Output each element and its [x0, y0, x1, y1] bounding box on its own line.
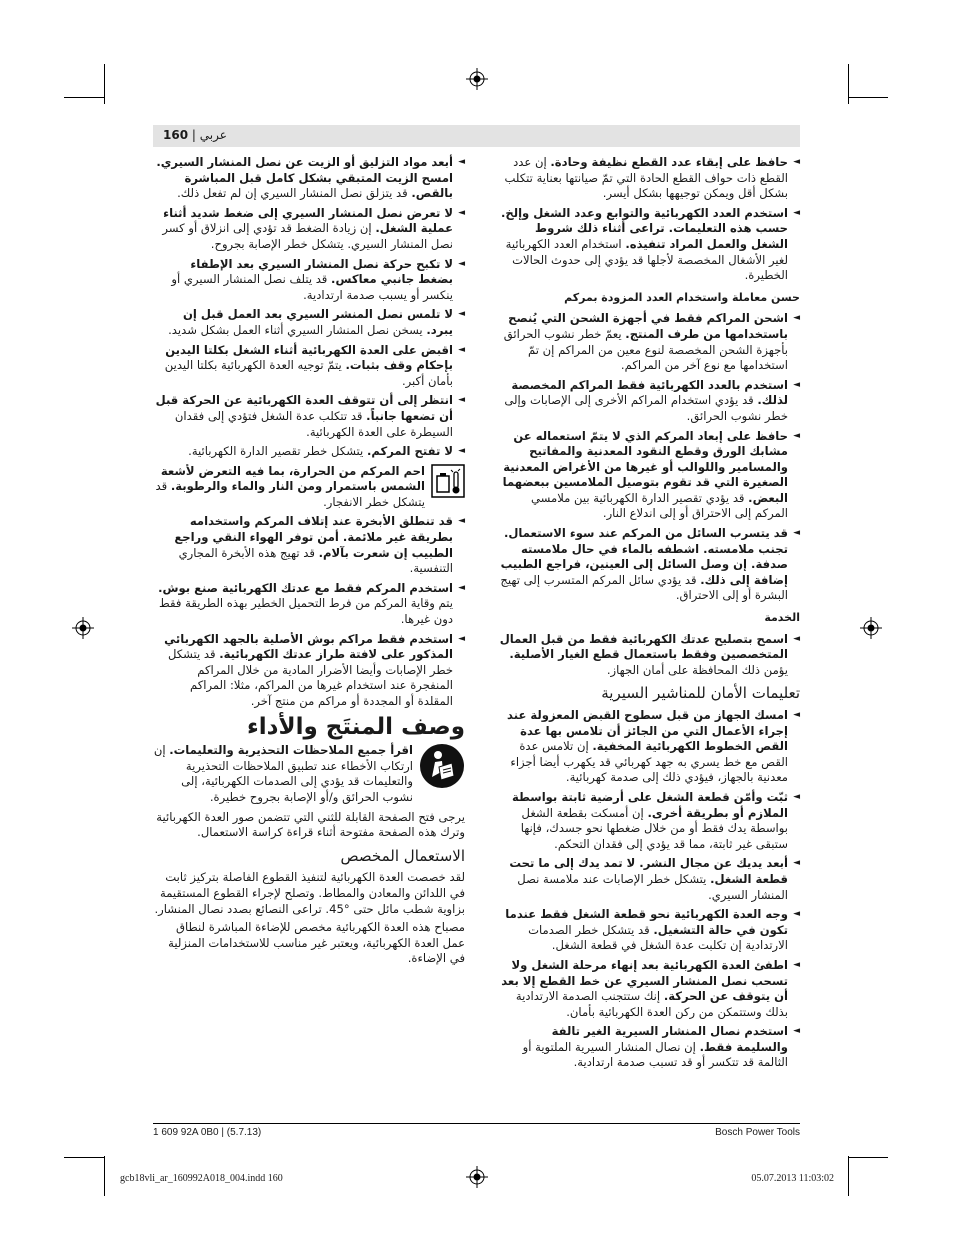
list-item: [496, 1024, 800, 1071]
service-heading: الخدمة: [764, 611, 800, 625]
item-bold: حافظ على إبعاد المركم الذي لا يتمّ استعماله عن مشابك الورق وقطع النقود المعدنية والمفاتيح والمسامير واللوالب أو غيرها من الأغراض المعدنية الصغيرة التي قد تقوم بتوصيل الملامسين ببعضهما البعض.: [502, 428, 788, 505]
item-text: قد يتزلق نصل المنشار السيري إن لم تفعل ذلك.: [177, 186, 412, 201]
registration-mark-icon: [72, 617, 94, 639]
item-text: يسخن نصل المنشار السيري أثناء العمل بشكل شديد.: [168, 322, 427, 337]
read-manual-icon: [419, 743, 465, 789]
battery-heading: حسن معاملة واستخدام العدد المزودة بمركم: [564, 290, 800, 304]
crop-mark: [848, 64, 849, 104]
list-item: [153, 307, 465, 338]
item-bold: أبعد مواد التزليق أو الزيت عن نصل المنشار السيري. امسح الزيت المتبقي بشكل كامل قبل المباشرة بالقص.: [156, 155, 453, 201]
item-bold: ثبّت وأمّن قطعة الشغل على أرضية ثابتة بواسطة الملازم أو بطريقة أخرى.: [511, 789, 788, 820]
battery-heat-warning-icon: [431, 464, 465, 498]
registration-mark-icon: [466, 1166, 488, 1188]
list-item: [496, 378, 800, 425]
heat-warning-text: قد يتشكل خطر الانفجار.: [155, 479, 425, 509]
item-bold: انتظر إلى أن تتوقف العدة الكهربائية عن الحركة قبل أن تضعها جانباً.: [155, 393, 453, 423]
footer-brand: Bosch Power Tools: [715, 1127, 800, 1138]
item-bold: وجه العدة الكهربائية نحو قطعة الشغل فقط عندما تكون في حالة التشغيل.: [505, 907, 788, 937]
fold-note: يرجى فتح الصفحة القابلة للثني التي تتضمن صور العدة الكهربائية وترك هذه الصفحة مفتوحة أثناء قراءة كراسة الاستعمال.: [156, 809, 465, 840]
read-warning-bold: اقرأ جميع الملاحظات التحذيرية والتعليمات.: [169, 743, 413, 758]
item-bold: قد يتسرب السائل من المركم عند سوء الاستعمال. تجنب ملامسته. اشطفه بالماء في حال ملامسته صدفة. إن وصل السائل إلى العينين، فراجع الطبيب إضافة إلى ذلك.: [500, 526, 788, 587]
list-item: [496, 632, 800, 679]
item-text: يتمّ توجيه العدة الكهربائية بكلتا اليدين بأمان أكبر.: [164, 358, 453, 388]
item-bold: امسك الجهاز من قبل سطوح القبض المعزولة عند إجراء الأعمال التي من الجائز أن تلامس بها عدة القص الخطوط الكهربائية المخفية.: [507, 708, 788, 754]
item-bold: أبعد يديك عن مجال النشر. لا تمد يدك إلى ما تحت قطعة الشغل.: [509, 856, 788, 886]
saws-heading: تعليمات الأمان للمناشير السيرية: [601, 684, 800, 703]
crop-mark: [104, 1156, 105, 1196]
crop-mark: [64, 97, 104, 98]
list-item: [153, 632, 465, 710]
list-item: [496, 155, 800, 202]
list-item: [496, 206, 800, 284]
header-language: عربي: [199, 128, 227, 142]
item-text: قد تتكلب عدة الشغل فتؤدي إلى فقدان السيطرة على العدة الكهربائية.: [174, 408, 453, 439]
item-text: إن عدد القطع ذات حواف القطع الحادة التي تمّ صيانتها بعناية تتكلب بشكل أقل ويمكن توجيهها بشكل أيسر.: [504, 155, 788, 201]
item-bold: استخدم بالعدد الكهربائية فقط المراكم المخصصة لذلك.: [511, 377, 788, 408]
item-text: قد يتشكل خطر الإصابات وأيضا الأضرار المادية من خلال المراكم المنفجرة عند استخدام غيرها من المراكم، مثلا: المراكم المقلدة أو المجددة أو مراكم من منتج آخر.: [168, 647, 453, 708]
item-bold: اشحن المراكم فقط في أجهزة الشحن التي يُنصح باستخدامها من طرف المنتج.: [508, 311, 788, 341]
list-item: [153, 393, 465, 440]
page-number: 160: [163, 128, 189, 142]
list-item: [153, 581, 465, 628]
list-item: [496, 429, 800, 523]
item-bold: اقبض على العدة الكهربائية أثناء الشغل بكلتا اليدين بإحكام وقف بثبات.: [165, 342, 453, 373]
list-item: [153, 514, 465, 576]
item-bold: استخدم المركم فقط مع عدتك الكهربائية صنع بوش.: [158, 580, 453, 595]
item-text: قد يؤدي استخدام المراكم الأخرى إلى الإصابات وإلى خطر نشوب الحرائق.: [504, 393, 788, 423]
item-text: إن زيادة الضغط قد تؤدي إلى انزلاق أو كسر نصل المنشار السيري. يتشكل خطر الإصابة بجروح.: [162, 221, 453, 251]
slug-datetime: 05.07.2013 11:03:02: [751, 1173, 834, 1184]
intended-use-heading: الاستعمال المخصص: [340, 846, 465, 865]
crop-mark: [104, 64, 105, 104]
crop-mark: [848, 1156, 849, 1196]
registration-mark-icon: [466, 68, 488, 90]
item-text: يؤمن ذلك المحافظة على أمان الجهاز.: [606, 662, 788, 677]
list-item: [496, 856, 800, 903]
list-item: [496, 907, 800, 954]
item-text: إن أمسكت بقطعة الشغل بواسطة يدك فقط أو من خلال ضغطها نحو جسدك، فإنها ستبقى غير ثابتة، مما قد يؤدي إلى فقدان التحكم.: [520, 805, 788, 851]
list-item: [496, 958, 800, 1020]
item-bold: لا تكبح حركة نصل المنشار السيري بعد الإطفاء بضغط جانبي معاكس.: [190, 256, 453, 287]
right-column: [496, 155, 800, 1075]
list-item: [496, 790, 800, 852]
item-bold: قد تنطلق الأبخرة عند إتلاف المركم واستخدامه بطريقة غير ملائمة. أمن توفر الهواء النقي وراجع الطبيب إن شعرت بآلام.: [174, 514, 453, 560]
item-bold: اسمح بتصليح عدتك الكهربائية فقط من قبل العمال المتخصصين وفقط باستعمال قطع الغيار الأصلية.: [499, 631, 788, 662]
item-text: يتم وقاية المركم من فرط التحميل الخطير بهذه الطريقة فقط دون غيرها.: [159, 596, 453, 627]
list-item: [153, 155, 465, 202]
item-text: قد تهيج هذه الأبخرة المجاري التنفسية.: [178, 545, 453, 576]
crop-mark: [848, 97, 888, 98]
item-bold: لا تلمس نصل المنشر السيري بعد العمل قبل إن يبرد.: [183, 307, 453, 337]
item-bold: اطفئ العدة الكهربائية بعد إنهاء مرحلة الشغل ولا تسحب نصل المنشار السيري عن خط القطع إلا بعد أن يتوقف عن الحركة.: [501, 957, 788, 1004]
registration-mark-icon: [860, 617, 882, 639]
item-bold: استخدم نصال المنشار السيرية الغير تالفة والسليمة فقط.: [551, 1024, 788, 1054]
page-header-text: عربي | 160: [163, 128, 227, 142]
item-text: استخدام العدد الكهربائية لغير الأشغال المخصصة لأجلها قد يؤدي إلى حدوث الحالات الخطيرة.: [505, 236, 788, 283]
list-item: [153, 343, 465, 390]
read-warning: [153, 743, 465, 805]
item-text: قد يتشكل خطر الصدمات الارتدادية إن تكلبت عدة الشغل في قطعة الشغل.: [528, 922, 788, 953]
crop-mark: [64, 1157, 104, 1158]
item-text: يعمّ خطر نشوب الحرائق بأجهزة الشحن المخصصة لنوع معين من المراكم إن تمّ استخدامها مع نوع آخر من المراكم.: [503, 326, 788, 373]
item-bold: استخدم فقط مراكم بوش الأصلية بالجهد الكهربائي المذكور على لافتة طراز عدتك الكهربائية.: [164, 631, 453, 662]
slug-file: gcb18vli_ar_160992A018_004.indd 160: [120, 1173, 283, 1184]
item-text: قد يؤدي تقصير الدارة الكهربائية بين ملامسي المركم إلى الاحتراق أو إلى اندلاع النار.: [531, 490, 788, 521]
item-text: قد يتلف نصل المنشار السيري أو ينكسر أو يسبب صدمة ارتدادية.: [171, 272, 453, 302]
list-item: [496, 526, 800, 604]
item-text: يتشكل خطر تقصير الدارة الكهربائية.: [188, 444, 367, 459]
item-bold: حافظ على إبقاء عدد القطع نظيفة وحادة.: [550, 155, 788, 169]
section-title: وصف المنتَج والأداء: [247, 713, 465, 740]
item-text: إن تلامس عدة القص مع خط يسري به جهد كهربائي قد يكهرب أيضا أجزاء معدنية بالجهاز، فيؤدي ذلك إلى صدمة كهربائية.: [510, 739, 788, 785]
heat-warning-bold: احم المركم من الحرارة، بما فيه التعرض لأشعة الشمس باستمرار ومن النار والماء والرطوبة.: [160, 463, 425, 494]
read-warning-text: إن ارتكاب الأخطاء عند تطبيق الملاحظات التحذيرية والتعليمات قد يؤدي إلى الصدمات الكهربائية، إلى نشوب الحرائق و/أو الإصابة بجروح خطيرة.: [153, 743, 413, 804]
list-item: [496, 311, 800, 373]
crop-mark: [848, 1157, 888, 1158]
footer-divider: [153, 1123, 800, 1124]
intended-use-paragraph: مصباح هذه العدة الكهربائية مخصص للإضاءة المباشرة لنطاق عمل العدة الكهربائية، ويعتبر غير مناسب للاستخدامات المنزلية في الإضاءة.: [168, 920, 465, 966]
list-item: [496, 708, 800, 786]
item-bold: لا تعرض نصل المنشار السيري إلى ضغط شديد أثناء عملية الشغل.: [163, 205, 453, 236]
item-text: إن نصال المنشار السيرية الملتوية أو الثالمة قد تتكسر أو قد تسبب صدمة ارتدادية.: [522, 1039, 788, 1070]
intended-use-paragraph: لقد خصصت العدة الكهربائية لتنفيذ القطوع الفاصلة بتركيز ثابت في اللدائن والمعادن والمطاط. وتصلح لإجراء القطوع المستقيمة بزاوية شطب مائل حتى °45. تراعى النصائع بصدد نصال المنشار.: [154, 870, 465, 916]
page-header: [153, 125, 800, 147]
item-text: يتشكل خطر الإصابات عند ملامسة نصل المنشار السيري.: [517, 871, 788, 902]
item-text: قد يؤدي سائل المركم المتسرب إلى تهيج البشرة أو إلى الاحتراق.: [500, 572, 788, 603]
list-item: [153, 206, 465, 253]
footer-code: 1 609 92A 0B0 | (5.7.13): [153, 1127, 262, 1138]
item-bold: لا تفتح المركم.: [366, 444, 453, 459]
list-item: [153, 257, 465, 304]
heat-warning: [153, 464, 465, 511]
list-item: [153, 444, 465, 460]
item-text: إنك ستتجنب الصدمة الارتدادية بذلك وستتمكن من ركن العدة الكهربائية بأمان.: [515, 989, 788, 1019]
left-column: [153, 155, 465, 970]
item-bold: استخدم العدد الكهربائية والتوابع وعدد الشغل وإلخ. حسب هذه التعليمات. تراعى أثناء ذلك شروط الشغل والعمل المراد تنفيذه.: [500, 205, 788, 251]
